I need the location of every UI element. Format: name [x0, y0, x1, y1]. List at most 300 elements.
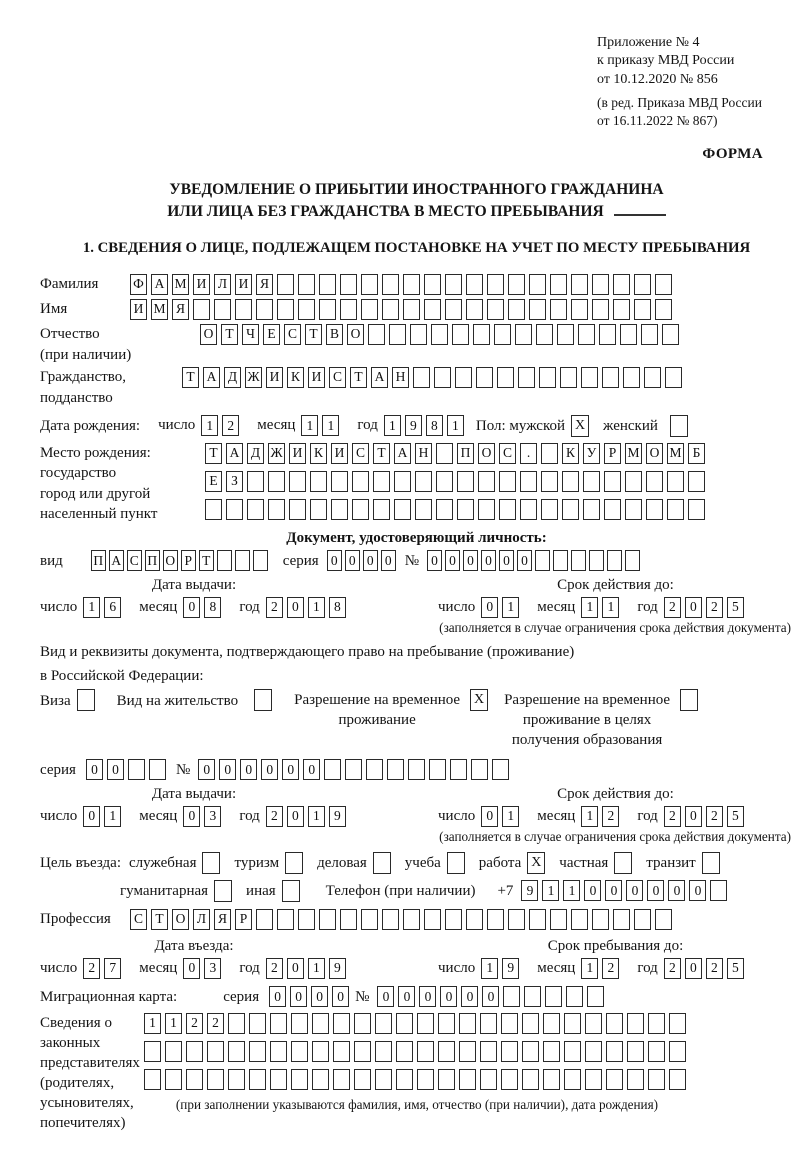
- form-cell[interactable]: 1: [481, 958, 498, 979]
- form-cell[interactable]: 1: [308, 597, 325, 618]
- form-cell[interactable]: [235, 550, 250, 571]
- form-cell[interactable]: 1: [602, 597, 619, 618]
- form-cell[interactable]: Е: [263, 324, 280, 345]
- form-cell[interactable]: 1: [322, 415, 339, 436]
- form-cell[interactable]: [417, 1069, 434, 1090]
- form-cell[interactable]: [415, 471, 432, 492]
- form-cell[interactable]: [277, 274, 294, 295]
- form-cell[interactable]: 0: [107, 759, 124, 780]
- form-cell[interactable]: В: [326, 324, 343, 345]
- form-cell[interactable]: [667, 499, 684, 520]
- form-cell[interactable]: [571, 909, 588, 930]
- form-cell[interactable]: [298, 299, 315, 320]
- form-cell[interactable]: [408, 759, 425, 780]
- form-cell[interactable]: [455, 367, 472, 388]
- form-cell[interactable]: [543, 1069, 560, 1090]
- form-cell[interactable]: [186, 1041, 203, 1062]
- form-cell[interactable]: 1: [201, 415, 218, 436]
- form-cell[interactable]: [403, 909, 420, 930]
- form-cell[interactable]: [331, 471, 348, 492]
- form-cell[interactable]: [634, 274, 651, 295]
- form-cell[interactable]: [524, 986, 541, 1007]
- form-cell[interactable]: 0: [363, 550, 378, 571]
- form-cell[interactable]: [457, 471, 474, 492]
- form-cell[interactable]: [289, 499, 306, 520]
- purpose-business-checkbox[interactable]: [373, 852, 391, 874]
- form-cell[interactable]: [592, 909, 609, 930]
- form-cell[interactable]: И: [308, 367, 325, 388]
- form-cell[interactable]: [541, 499, 558, 520]
- form-cell[interactable]: [354, 1013, 371, 1034]
- purpose-transit-checkbox[interactable]: [702, 852, 720, 874]
- form-cell[interactable]: [646, 471, 663, 492]
- form-cell[interactable]: [205, 499, 222, 520]
- form-cell[interactable]: [566, 986, 583, 1007]
- form-cell[interactable]: С: [284, 324, 301, 345]
- form-cell[interactable]: 0: [327, 550, 342, 571]
- form-cell[interactable]: Т: [205, 443, 222, 464]
- form-cell[interactable]: [431, 324, 448, 345]
- form-cell[interactable]: [688, 471, 705, 492]
- form-cell[interactable]: [606, 1013, 623, 1034]
- form-cell[interactable]: Е: [205, 471, 222, 492]
- form-cell[interactable]: [434, 367, 451, 388]
- form-cell[interactable]: [429, 759, 446, 780]
- form-cell[interactable]: 2: [186, 1013, 203, 1034]
- form-cell[interactable]: [396, 1013, 413, 1034]
- form-cell[interactable]: К: [562, 443, 579, 464]
- form-cell[interactable]: Ж: [268, 443, 285, 464]
- form-cell[interactable]: [436, 499, 453, 520]
- form-cell[interactable]: [641, 324, 658, 345]
- form-cell[interactable]: [396, 1041, 413, 1062]
- form-cell[interactable]: [291, 1013, 308, 1034]
- form-cell[interactable]: 1: [384, 415, 401, 436]
- form-cell[interactable]: 0: [419, 986, 436, 1007]
- form-cell[interactable]: 0: [499, 550, 514, 571]
- form-cell[interactable]: [450, 759, 467, 780]
- form-cell[interactable]: [522, 1069, 539, 1090]
- form-cell[interactable]: [445, 274, 462, 295]
- form-cell[interactable]: [345, 759, 362, 780]
- form-cell[interactable]: [333, 1069, 350, 1090]
- form-cell[interactable]: [613, 274, 630, 295]
- form-cell[interactable]: 0: [689, 880, 706, 901]
- form-cell[interactable]: [352, 471, 369, 492]
- form-cell[interactable]: [536, 324, 553, 345]
- form-cell[interactable]: [520, 471, 537, 492]
- form-cell[interactable]: [410, 324, 427, 345]
- form-cell[interactable]: 0: [287, 958, 304, 979]
- form-cell[interactable]: [587, 986, 604, 1007]
- form-cell[interactable]: [662, 324, 679, 345]
- purpose-study-checkbox[interactable]: [447, 852, 465, 874]
- form-cell[interactable]: К: [310, 443, 327, 464]
- form-cell[interactable]: [625, 550, 640, 571]
- form-cell[interactable]: 1: [581, 958, 598, 979]
- form-cell[interactable]: [550, 909, 567, 930]
- form-cell[interactable]: [503, 986, 520, 1007]
- form-cell[interactable]: [149, 759, 166, 780]
- form-cell[interactable]: [466, 299, 483, 320]
- form-cell[interactable]: 1: [581, 806, 598, 827]
- form-cell[interactable]: 2: [602, 958, 619, 979]
- form-cell[interactable]: 5: [727, 958, 744, 979]
- form-cell[interactable]: [625, 471, 642, 492]
- form-cell[interactable]: Т: [199, 550, 214, 571]
- form-cell[interactable]: [669, 1041, 686, 1062]
- form-cell[interactable]: 2: [664, 806, 681, 827]
- form-cell[interactable]: 3: [204, 958, 221, 979]
- form-cell[interactable]: 0: [240, 759, 257, 780]
- form-cell[interactable]: [606, 1041, 623, 1062]
- form-cell[interactable]: А: [226, 443, 243, 464]
- form-cell[interactable]: [583, 499, 600, 520]
- form-cell[interactable]: [256, 909, 273, 930]
- form-cell[interactable]: [165, 1041, 182, 1062]
- form-cell[interactable]: Д: [224, 367, 241, 388]
- form-cell[interactable]: 1: [563, 880, 580, 901]
- form-cell[interactable]: [578, 324, 595, 345]
- form-cell[interactable]: [564, 1013, 581, 1034]
- form-cell[interactable]: [620, 324, 637, 345]
- form-cell[interactable]: М: [667, 443, 684, 464]
- form-cell[interactable]: О: [347, 324, 364, 345]
- form-cell[interactable]: [710, 880, 727, 901]
- form-cell[interactable]: Т: [373, 443, 390, 464]
- purpose-work-checkbox[interactable]: X: [527, 852, 545, 874]
- form-cell[interactable]: 2: [664, 958, 681, 979]
- form-cell[interactable]: [207, 1069, 224, 1090]
- form-cell[interactable]: [247, 471, 264, 492]
- temp-residence-permit-checkbox[interactable]: X: [470, 689, 488, 711]
- form-cell[interactable]: Т: [182, 367, 199, 388]
- form-cell[interactable]: [606, 1069, 623, 1090]
- form-cell[interactable]: [644, 367, 661, 388]
- form-cell[interactable]: 7: [104, 958, 121, 979]
- form-cell[interactable]: М: [625, 443, 642, 464]
- form-cell[interactable]: 0: [198, 759, 215, 780]
- form-cell[interactable]: [499, 471, 516, 492]
- form-cell[interactable]: 2: [706, 597, 723, 618]
- form-cell[interactable]: 1: [308, 958, 325, 979]
- form-cell[interactable]: [494, 324, 511, 345]
- form-cell[interactable]: 8: [426, 415, 443, 436]
- form-cell[interactable]: 8: [204, 597, 221, 618]
- form-cell[interactable]: А: [109, 550, 124, 571]
- form-cell[interactable]: [571, 274, 588, 295]
- form-cell[interactable]: [522, 1041, 539, 1062]
- form-cell[interactable]: 9: [521, 880, 538, 901]
- form-cell[interactable]: [529, 909, 546, 930]
- form-cell[interactable]: [604, 499, 621, 520]
- form-cell[interactable]: 0: [303, 759, 320, 780]
- form-cell[interactable]: [459, 1069, 476, 1090]
- form-cell[interactable]: Ж: [245, 367, 262, 388]
- form-cell[interactable]: [144, 1069, 161, 1090]
- form-cell[interactable]: М: [151, 299, 168, 320]
- form-cell[interactable]: И: [331, 443, 348, 464]
- form-cell[interactable]: 0: [481, 597, 498, 618]
- form-cell[interactable]: [508, 909, 525, 930]
- form-cell[interactable]: [403, 299, 420, 320]
- form-cell[interactable]: [543, 1041, 560, 1062]
- form-cell[interactable]: 1: [502, 597, 519, 618]
- form-cell[interactable]: [665, 367, 682, 388]
- form-cell[interactable]: [228, 1069, 245, 1090]
- form-cell[interactable]: 9: [502, 958, 519, 979]
- form-cell[interactable]: А: [394, 443, 411, 464]
- form-cell[interactable]: [557, 324, 574, 345]
- form-cell[interactable]: 1: [308, 806, 325, 827]
- form-cell[interactable]: [501, 1013, 518, 1034]
- form-cell[interactable]: [270, 1041, 287, 1062]
- form-cell[interactable]: [518, 367, 535, 388]
- form-cell[interactable]: [667, 471, 684, 492]
- form-cell[interactable]: [228, 1013, 245, 1034]
- form-cell[interactable]: [457, 499, 474, 520]
- form-cell[interactable]: [277, 909, 294, 930]
- form-cell[interactable]: [298, 274, 315, 295]
- form-cell[interactable]: [165, 1069, 182, 1090]
- form-cell[interactable]: 1: [83, 597, 100, 618]
- form-cell[interactable]: [375, 1041, 392, 1062]
- form-cell[interactable]: [585, 1013, 602, 1034]
- form-cell[interactable]: 1: [447, 415, 464, 436]
- form-cell[interactable]: 2: [602, 806, 619, 827]
- form-cell[interactable]: [424, 274, 441, 295]
- form-cell[interactable]: [361, 909, 378, 930]
- form-cell[interactable]: 0: [482, 986, 499, 1007]
- form-cell[interactable]: [417, 1013, 434, 1034]
- form-cell[interactable]: [476, 367, 493, 388]
- visa-checkbox[interactable]: [77, 689, 95, 711]
- form-cell[interactable]: [389, 324, 406, 345]
- form-cell[interactable]: [214, 299, 231, 320]
- form-cell[interactable]: [480, 1069, 497, 1090]
- form-cell[interactable]: [438, 1041, 455, 1062]
- form-cell[interactable]: [550, 299, 567, 320]
- form-cell[interactable]: Т: [221, 324, 238, 345]
- form-cell[interactable]: [585, 1041, 602, 1062]
- form-cell[interactable]: 2: [207, 1013, 224, 1034]
- form-cell[interactable]: [268, 499, 285, 520]
- form-cell[interactable]: [655, 909, 672, 930]
- form-cell[interactable]: [319, 274, 336, 295]
- form-cell[interactable]: [268, 471, 285, 492]
- form-cell[interactable]: [382, 274, 399, 295]
- form-cell[interactable]: Д: [247, 443, 264, 464]
- form-cell[interactable]: [340, 274, 357, 295]
- form-cell[interactable]: О: [200, 324, 217, 345]
- form-cell[interactable]: [382, 909, 399, 930]
- form-cell[interactable]: Б: [688, 443, 705, 464]
- form-cell[interactable]: [312, 1069, 329, 1090]
- form-cell[interactable]: К: [287, 367, 304, 388]
- form-cell[interactable]: О: [172, 909, 189, 930]
- form-cell[interactable]: 0: [183, 806, 200, 827]
- form-cell[interactable]: [324, 759, 341, 780]
- form-cell[interactable]: [473, 324, 490, 345]
- form-cell[interactable]: П: [145, 550, 160, 571]
- form-cell[interactable]: [487, 274, 504, 295]
- form-cell[interactable]: [571, 299, 588, 320]
- form-cell[interactable]: [646, 499, 663, 520]
- form-cell[interactable]: [583, 471, 600, 492]
- form-cell[interactable]: 1: [301, 415, 318, 436]
- form-cell[interactable]: [613, 909, 630, 930]
- form-cell[interactable]: А: [151, 274, 168, 295]
- form-cell[interactable]: 1: [502, 806, 519, 827]
- form-cell[interactable]: [497, 367, 514, 388]
- form-cell[interactable]: [539, 367, 556, 388]
- form-cell[interactable]: 2: [222, 415, 239, 436]
- form-cell[interactable]: [627, 1041, 644, 1062]
- form-cell[interactable]: [571, 550, 586, 571]
- form-cell[interactable]: [529, 274, 546, 295]
- form-cell[interactable]: А: [203, 367, 220, 388]
- form-cell[interactable]: 0: [290, 986, 307, 1007]
- form-cell[interactable]: 0: [282, 759, 299, 780]
- form-cell[interactable]: 1: [542, 880, 559, 901]
- form-cell[interactable]: [627, 1069, 644, 1090]
- form-cell[interactable]: 5: [727, 806, 744, 827]
- form-cell[interactable]: 0: [86, 759, 103, 780]
- form-cell[interactable]: [415, 499, 432, 520]
- form-cell[interactable]: С: [352, 443, 369, 464]
- form-cell[interactable]: [669, 1069, 686, 1090]
- form-cell[interactable]: 0: [377, 986, 394, 1007]
- form-cell[interactable]: О: [163, 550, 178, 571]
- form-cell[interactable]: [270, 1013, 287, 1034]
- form-cell[interactable]: 0: [381, 550, 396, 571]
- form-cell[interactable]: З: [226, 471, 243, 492]
- form-cell[interactable]: [319, 299, 336, 320]
- form-cell[interactable]: [564, 1069, 581, 1090]
- form-cell[interactable]: [522, 1013, 539, 1034]
- form-cell[interactable]: 9: [329, 958, 346, 979]
- form-cell[interactable]: 0: [183, 597, 200, 618]
- temp-residence-permit-education-checkbox[interactable]: [680, 689, 698, 711]
- form-cell[interactable]: [478, 471, 495, 492]
- form-cell[interactable]: [417, 1041, 434, 1062]
- form-cell[interactable]: 1: [581, 597, 598, 618]
- form-cell[interactable]: [501, 1041, 518, 1062]
- form-cell[interactable]: [480, 1041, 497, 1062]
- form-cell[interactable]: [235, 299, 252, 320]
- form-cell[interactable]: 0: [332, 986, 349, 1007]
- form-cell[interactable]: 9: [329, 806, 346, 827]
- form-cell[interactable]: [592, 274, 609, 295]
- form-cell[interactable]: Р: [604, 443, 621, 464]
- form-cell[interactable]: Ч: [242, 324, 259, 345]
- form-cell[interactable]: [207, 1041, 224, 1062]
- form-cell[interactable]: 0: [287, 597, 304, 618]
- form-cell[interactable]: 0: [481, 550, 496, 571]
- form-cell[interactable]: [508, 299, 525, 320]
- form-cell[interactable]: [394, 499, 411, 520]
- form-cell[interactable]: [424, 909, 441, 930]
- form-cell[interactable]: [247, 499, 264, 520]
- form-cell[interactable]: [445, 909, 462, 930]
- form-cell[interactable]: [655, 274, 672, 295]
- form-cell[interactable]: 0: [269, 986, 286, 1007]
- form-cell[interactable]: 2: [706, 958, 723, 979]
- form-cell[interactable]: [291, 1041, 308, 1062]
- form-cell[interactable]: 0: [83, 806, 100, 827]
- purpose-private-checkbox[interactable]: [614, 852, 632, 874]
- form-cell[interactable]: [669, 1013, 686, 1034]
- form-cell[interactable]: [319, 909, 336, 930]
- form-cell[interactable]: М: [172, 274, 189, 295]
- form-cell[interactable]: Ф: [130, 274, 147, 295]
- form-cell[interactable]: 0: [685, 806, 702, 827]
- form-cell[interactable]: П: [91, 550, 106, 571]
- form-cell[interactable]: 0: [668, 880, 685, 901]
- form-cell[interactable]: [375, 1069, 392, 1090]
- form-cell[interactable]: [459, 1041, 476, 1062]
- form-cell[interactable]: [515, 324, 532, 345]
- form-cell[interactable]: И: [193, 274, 210, 295]
- form-cell[interactable]: 0: [481, 806, 498, 827]
- form-cell[interactable]: 0: [626, 880, 643, 901]
- form-cell[interactable]: [352, 499, 369, 520]
- form-cell[interactable]: 9: [405, 415, 422, 436]
- form-cell[interactable]: [627, 1013, 644, 1034]
- form-cell[interactable]: [607, 550, 622, 571]
- form-cell[interactable]: [466, 909, 483, 930]
- form-cell[interactable]: Р: [235, 909, 252, 930]
- form-cell[interactable]: Р: [181, 550, 196, 571]
- form-cell[interactable]: [589, 550, 604, 571]
- form-cell[interactable]: [396, 1069, 413, 1090]
- form-cell[interactable]: 0: [398, 986, 415, 1007]
- form-cell[interactable]: 2: [266, 958, 283, 979]
- form-cell[interactable]: Т: [305, 324, 322, 345]
- form-cell[interactable]: [333, 1041, 350, 1062]
- form-cell[interactable]: [471, 759, 488, 780]
- form-cell[interactable]: [277, 299, 294, 320]
- form-cell[interactable]: 8: [329, 597, 346, 618]
- form-cell[interactable]: [487, 299, 504, 320]
- form-cell[interactable]: [373, 499, 390, 520]
- form-cell[interactable]: 0: [345, 550, 360, 571]
- form-cell[interactable]: Я: [172, 299, 189, 320]
- form-cell[interactable]: [445, 299, 462, 320]
- form-cell[interactable]: [387, 759, 404, 780]
- form-cell[interactable]: [436, 443, 453, 464]
- form-cell[interactable]: [373, 471, 390, 492]
- form-cell[interactable]: С: [329, 367, 346, 388]
- form-cell[interactable]: [562, 471, 579, 492]
- form-cell[interactable]: [459, 1013, 476, 1034]
- form-cell[interactable]: [312, 1041, 329, 1062]
- form-cell[interactable]: [310, 471, 327, 492]
- form-cell[interactable]: С: [499, 443, 516, 464]
- form-cell[interactable]: 5: [727, 597, 744, 618]
- form-cell[interactable]: [253, 550, 268, 571]
- form-cell[interactable]: И: [235, 274, 252, 295]
- form-cell[interactable]: [487, 909, 504, 930]
- form-cell[interactable]: [217, 550, 232, 571]
- form-cell[interactable]: [480, 1013, 497, 1034]
- form-cell[interactable]: [403, 274, 420, 295]
- form-cell[interactable]: [541, 443, 558, 464]
- purpose-official-checkbox[interactable]: [202, 852, 220, 874]
- form-cell[interactable]: [613, 299, 630, 320]
- form-cell[interactable]: [585, 1069, 602, 1090]
- form-cell[interactable]: [394, 471, 411, 492]
